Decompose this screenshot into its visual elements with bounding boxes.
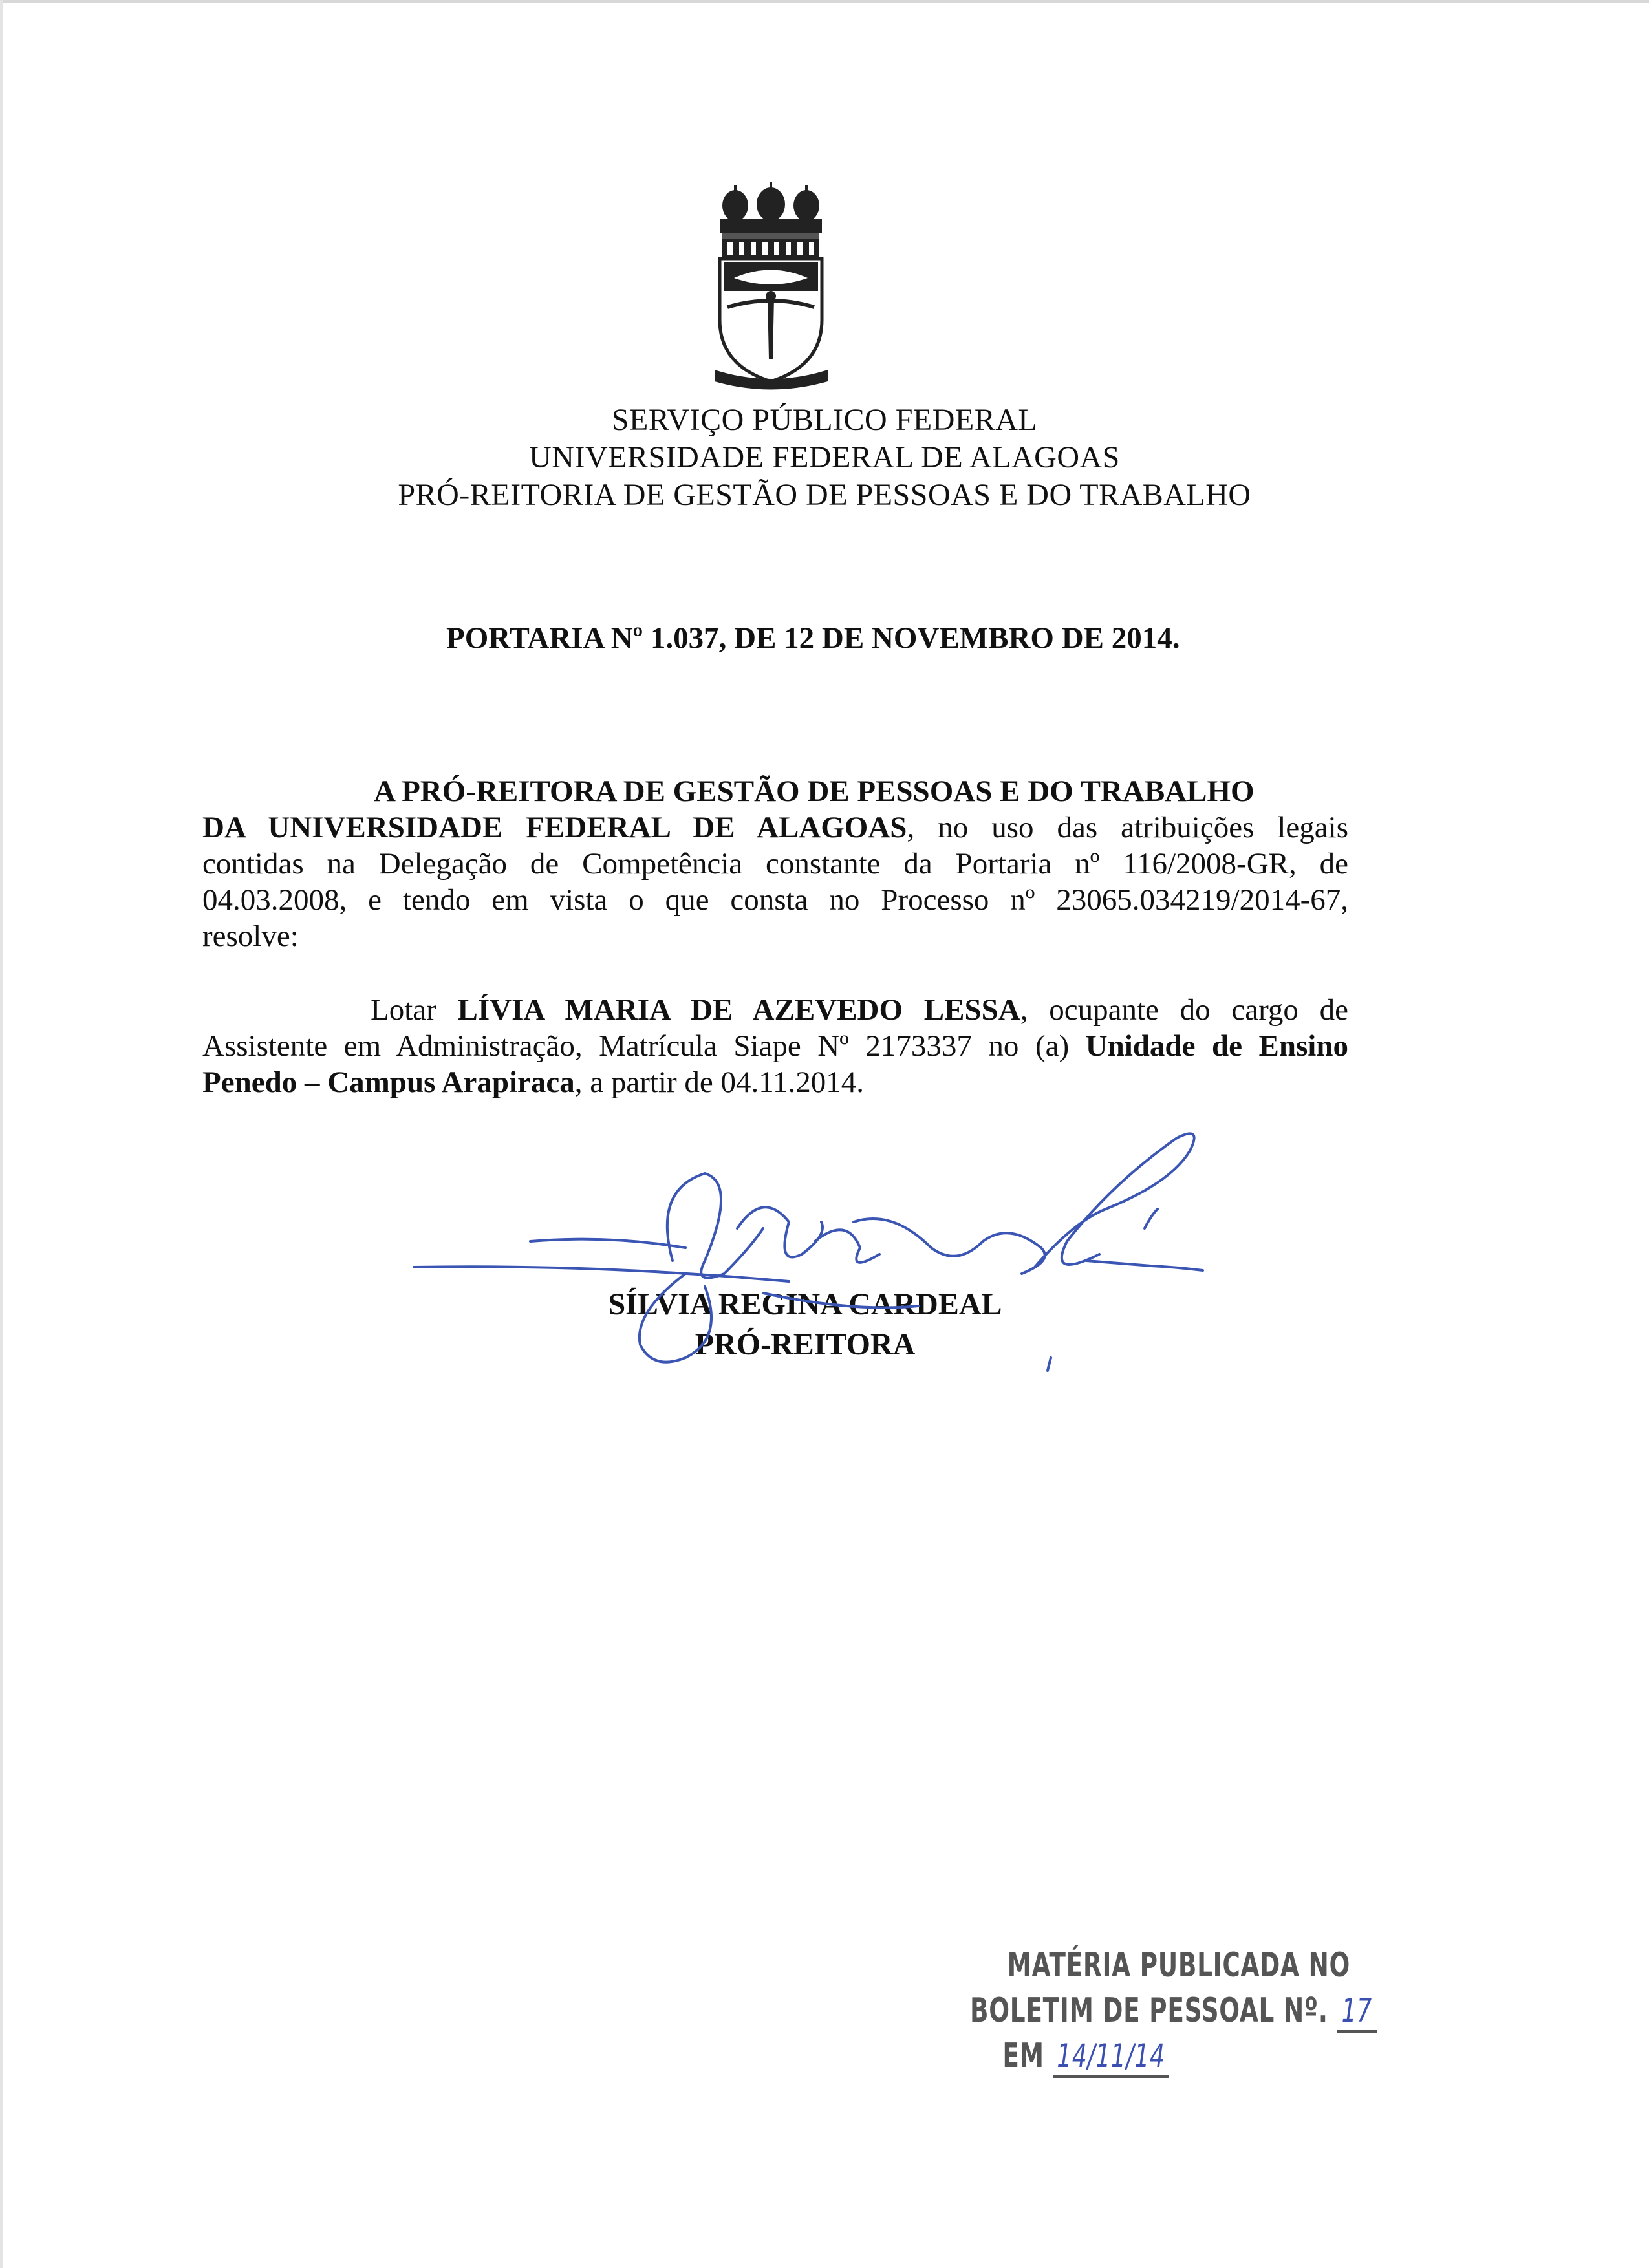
signatory-name: SÍLVIA REGINA CARDEAL bbox=[608, 1287, 1002, 1321]
resolution-line-2 bbox=[202, 1028, 1348, 1064]
handwritten-signature bbox=[401, 1112, 1242, 1422]
stamp-line-3 bbox=[1002, 2037, 1169, 2078]
preamble-line-2 bbox=[202, 809, 1348, 846]
paragraph-resolution bbox=[202, 992, 1348, 1100]
preamble-text: , no uso das atribuições legais bbox=[907, 811, 1348, 844]
preamble-line-4: 04.03.2008, e tendo em vista o que consta no Processo nº 23065.034219/2014-67, bbox=[202, 883, 1348, 917]
university-crest-logo bbox=[708, 181, 834, 394]
unit-name: Unidade de Ensino bbox=[1085, 1029, 1348, 1063]
preamble-line-1 bbox=[202, 773, 1348, 809]
stamp-date: 14/11/14 bbox=[1057, 2037, 1165, 2075]
document-title: PORTARIA Nº 1.037, DE 12 DE NOVEMBRO DE 2014. bbox=[446, 621, 1180, 655]
stamp-label-date: EM bbox=[1002, 2037, 1044, 2075]
header-department: PRÓ-REITORIA DE GESTÃO DE PESSOAS E DO TRABALHO bbox=[398, 478, 1251, 512]
campus-name: Penedo – Campus Arapiraca bbox=[202, 1065, 575, 1099]
stamp-line-1: MATÉRIA PUBLICADA NO bbox=[1007, 1946, 1351, 1985]
stamp-line-2 bbox=[970, 1991, 1377, 2033]
authority-title: A PRÓ-REITORA DE GESTÃO DE PESSOAS E DO TRABALHO bbox=[374, 775, 1255, 808]
preamble-line-5: resolve: bbox=[202, 919, 299, 953]
resolution-text: Assistente em Administração, Matrícula Siape Nº 2173337 no (a) bbox=[202, 1029, 1086, 1063]
preamble-line-3: contidas na Delegação de Competência constante da Portaria nº 116/2008-GR, de bbox=[202, 847, 1348, 881]
header-university: UNIVERSIDADE FEDERAL DE ALAGOAS bbox=[529, 440, 1120, 475]
resolution-text: , ocupante do cargo de bbox=[1020, 993, 1349, 1027]
scan-edge bbox=[0, 0, 3, 2268]
stamp-label-bulletin: BOLETIM DE PESSOAL Nº. bbox=[970, 1991, 1328, 2030]
authority-institution: DA UNIVERSIDADE FEDERAL DE ALAGOAS bbox=[202, 811, 907, 844]
resolution-text: Lotar bbox=[371, 993, 458, 1027]
header-service: SERVIÇO PÚBLICO FEDERAL bbox=[611, 403, 1038, 437]
resolution-text: , a partir de 04.11.2014. bbox=[574, 1065, 865, 1099]
scan-edge bbox=[0, 0, 1649, 3]
employee-name: LÍVIA MARIA DE AZEVEDO LESSA bbox=[457, 993, 1020, 1027]
resolution-line-1 bbox=[202, 992, 1348, 1028]
paragraph-preamble bbox=[202, 773, 1348, 954]
publication-stamp bbox=[970, 1946, 1372, 2114]
stamp-bulletin-number: 17 bbox=[1341, 1992, 1372, 2029]
signatory-role: PRÓ-REITORA bbox=[695, 1327, 916, 1362]
resolution-line-3 bbox=[202, 1064, 1348, 1100]
